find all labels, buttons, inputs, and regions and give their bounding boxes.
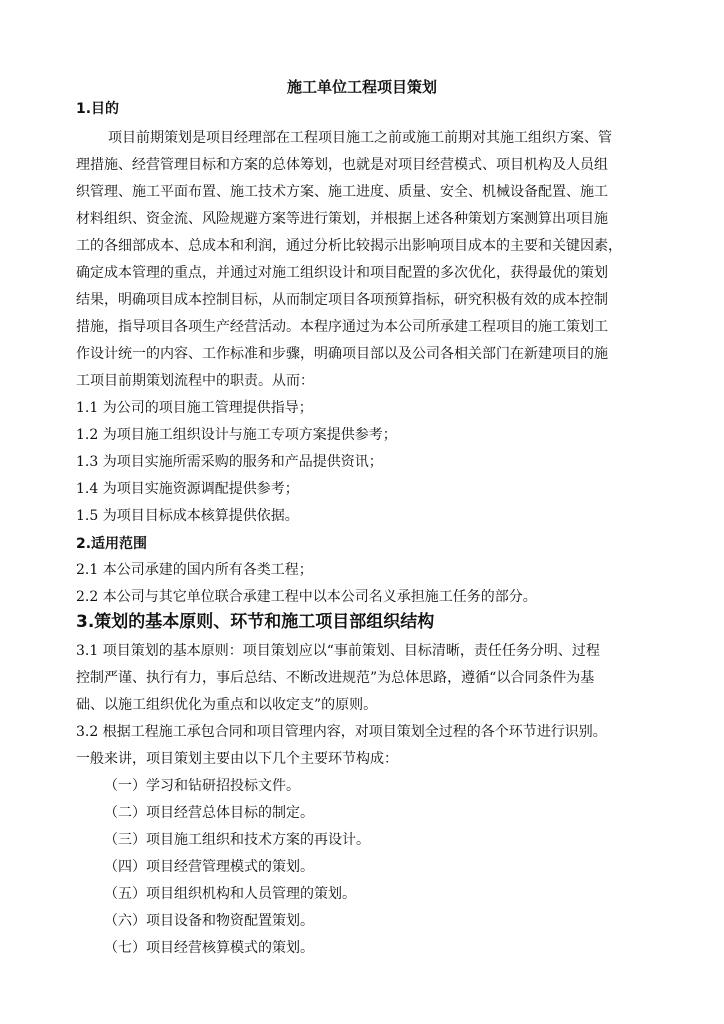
list-item: 2.2 本公司与其它单位联合承建工程中以本公司名义承担施工任务的部分。 [76, 589, 537, 605]
paragraph-line: 作设计统一的内容、工作标准和步骤，明确项目部以及公司各相关部门在新建项目的施 [76, 346, 608, 362]
paragraph-line: 结果，明确项目成本控制目标，从而制定项目各项预算指标，研究积极有效的成本控制 [76, 292, 608, 308]
paragraph-line: 3.2 根据工程施工承包合同和项目管理内容，对项目策划全过程的各个环节进行识别。 [76, 724, 607, 740]
paragraph-line: 工项目前期策划流程中的职责。从而： [76, 373, 314, 389]
paragraph-line: 措施，指导项目各项生产经营活动。本程序通过为本公司所承建工程项目的施工策划工 [76, 319, 608, 335]
list-item: 1.1 为公司的项目施工管理提供指导； [76, 400, 313, 416]
list-item: 1.2 为项目施工组织设计与施工专项方案提供参考； [76, 427, 397, 443]
section-3-heading: 3.策划的基本原则、环节和施工项目部组织结构 [76, 612, 435, 632]
list-item: 1.5 为项目目标成本核算提供依据。 [76, 508, 299, 524]
paragraph-line: 材料组织、资金流、风险规避方案等进行策划，并根据上述各种策划方案测算出项目施 [76, 211, 608, 227]
list-item: （一）学习和钻研招投标文件。 [104, 778, 300, 794]
list-item: 1.3 为项目实施所需采购的服务和产品提供资讯； [76, 454, 383, 470]
paragraph-line: 确定成本管理的重点，并通过对施工组织设计和项目配置的多次优化，获得最优的策划 [76, 265, 608, 281]
list-item: 2.1 本公司承建的国内所有各类工程； [76, 562, 313, 578]
list-item: （二）项目经营总体目标的制定。 [104, 805, 314, 821]
list-item: 1.4 为项目实施资源调配提供参考； [76, 481, 299, 497]
list-item: （六）项目设备和物资配置策划。 [104, 913, 314, 929]
list-item: （四）项目经营管理模式的策划。 [104, 859, 314, 875]
paragraph-line: 工的各细部成本、总成本和利润，通过分析比较揭示出影响项目成本的主要和关键因素， [76, 238, 622, 254]
section-2-heading: 2.适用范围 [76, 536, 148, 552]
list-item: （三）项目施工组织和技术方案的再设计。 [104, 832, 370, 848]
paragraph-line: 项目前期策划是项目经理部在工程项目施工之前或施工前期对其施工组织方案、管 [108, 130, 612, 146]
list-item: （五）项目组织机构和人员管理的策划。 [104, 886, 356, 902]
paragraph-line: 础、以施工组织优化为重点和以收定支”的原则。 [76, 697, 378, 713]
paragraph-line: 一般来讲，项目策划主要由以下几个主要环节构成： [76, 751, 398, 767]
document-title: 施工单位工程项目策划 [286, 78, 437, 96]
list-item: （七）项目经营核算模式的策划。 [104, 940, 314, 956]
paragraph-line: 控制严谨、执行有力，事后总结、不断改进规范”为总体思路，遵循“以合同条件为基 [76, 670, 595, 686]
paragraph-line: 3.1 项目策划的基本原则：项目策划应以“事前策划、目标清晰，责任任务分明、过程 [76, 643, 600, 659]
paragraph-line: 织管理、施工平面布置、施工技术方案、施工进度、质量、安全、机械设备配置、施工 [76, 184, 608, 200]
section-1-heading: 1.目的 [76, 101, 120, 117]
paragraph-line: 理措施、经营管理目标和方案的总体筹划，也就是对项目经营模式、项目机构及人员组 [76, 157, 608, 173]
